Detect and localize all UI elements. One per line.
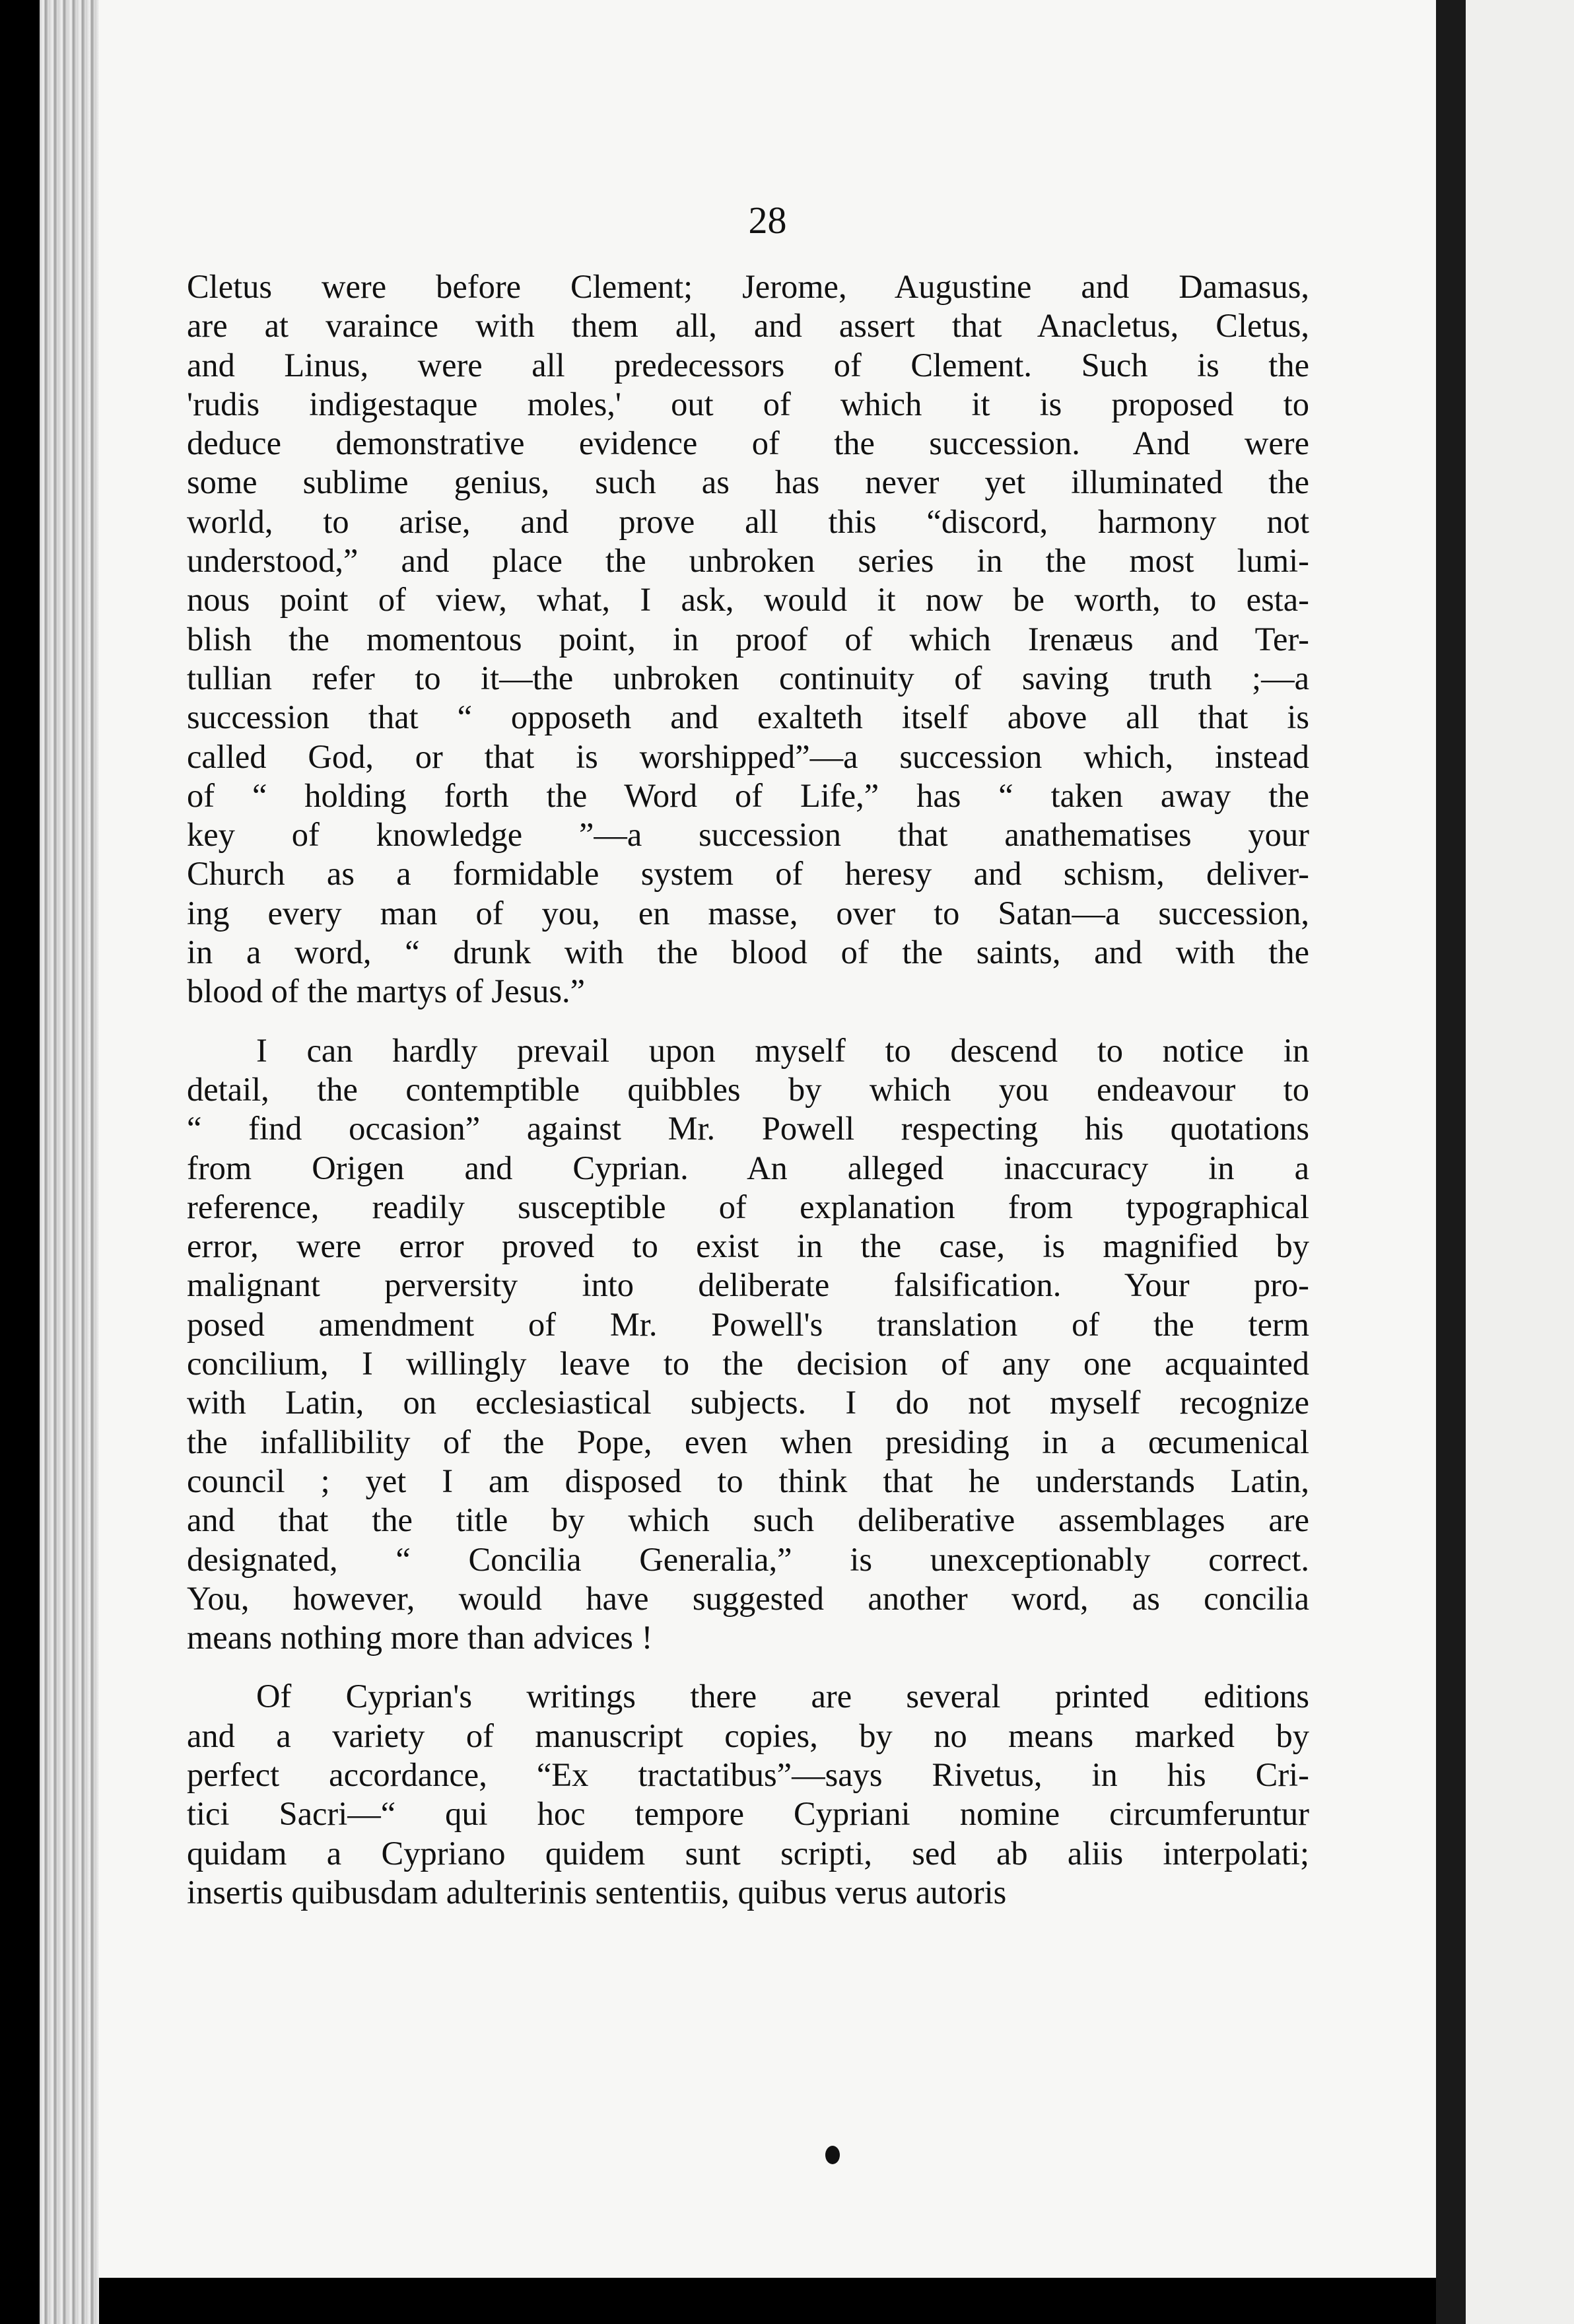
text-line: posed amendment of Mr. Powell's translation of the term <box>187 1305 1309 1343</box>
ink-dot <box>825 2146 840 2164</box>
text-line: reference, readily susceptible of explanation from typographical <box>187 1188 1309 1225</box>
text-line: blish the momentous point, in proof of which Irenæus and Ter- <box>187 620 1309 658</box>
page-number: 28 <box>748 199 787 242</box>
text-line: and a variety of manuscript copies, by no means marked by <box>187 1717 1309 1754</box>
text-line: tici Sacri—“ qui hoc tempore Cypriani nomine circumferuntur <box>187 1795 1309 1833</box>
text-line: from Origen and Cyprian. An alleged inaccuracy in a <box>187 1149 1309 1186</box>
text-line: with Latin, on ecclesiastical subjects. I do not myself recognize <box>187 1384 1309 1421</box>
text-line: called God, or that is worshipped”—a succession which, instead <box>187 737 1309 775</box>
text-line: designated, “ Concilia Generalia,” is unexceptionably correct. <box>187 1540 1309 1578</box>
paragraph-2 <box>187 1031 1309 1658</box>
text-line: You, however, would have suggested another word, as concilia <box>187 1579 1309 1617</box>
text-line: some sublime genius, such as has never yet illuminated the <box>187 463 1309 501</box>
text-line: and that the title by which such deliberative assemblages are <box>187 1501 1309 1539</box>
text-line: perfect accordance, “Ex tractatibus”—says Rivetus, in his Cri- <box>187 1756 1309 1793</box>
text-line: of “ holding forth the Word of Life,” has “ taken away the <box>187 776 1309 814</box>
text-line: world, to arise, and prove all this “discord, harmony not <box>187 502 1309 540</box>
text-line: key of knowledge ”—a succession that anathematises your <box>187 816 1309 854</box>
text-line: the infallibility of the Pope, even when presiding in a œcumenical <box>187 1423 1309 1460</box>
text-line: I can hardly prevail upon myself to descend to notice in <box>256 1031 1309 1069</box>
text-line: succession that “ opposeth and exalteth itself above all that is <box>187 699 1309 736</box>
text-line: are at varaince with them all, and assert that Anacletus, Cletus, <box>187 307 1309 345</box>
text-line: means nothing more than advices ! <box>187 1619 653 1657</box>
text-line: Cletus were before Clement; Jerome, Augustine and Damasus, <box>187 268 1309 305</box>
text-line: “ find occasion” against Mr. Powell respecting his quotations <box>187 1110 1309 1147</box>
text-line: malignant perversity into deliberate falsification. Your pro- <box>187 1266 1309 1304</box>
text-line: tullian refer to it—the unbroken continuity of saving truth ;—a <box>187 659 1309 697</box>
text-line: blood of the martys of Jesus.” <box>187 973 586 1010</box>
text-line: insertis quibusdam adulterinis sententiis, quibus verus autoris <box>187 1873 1007 1911</box>
text-line: detail, the contemptible quibbles by which you endeavour to <box>187 1070 1309 1108</box>
paragraph-3 <box>187 1677 1309 1912</box>
text-line: and Linus, were all predecessors of Clement. Such is the <box>187 346 1309 384</box>
text-line: council ; yet I am disposed to think that he understands Latin, <box>187 1462 1309 1499</box>
paragraph-1 <box>187 267 1309 1011</box>
text-line: quidam a Cypriano quidem sunt scripti, sed ab aliis interpolati; <box>187 1834 1309 1872</box>
text-line: ing every man of you, en masse, over to Satan—a succession, <box>187 894 1309 932</box>
text-line: Church as a formidable system of heresy and schism, deliver- <box>187 855 1309 893</box>
text-line: error, were error proved to exist in the case, is magnified by <box>187 1227 1309 1265</box>
adjacent-page-edge <box>1466 0 1574 2324</box>
text-line: Of Cyprian's writings there are several printed editions <box>256 1678 1309 1715</box>
body-text <box>187 267 1309 1912</box>
text-line: nous point of view, what, I ask, would it now be worth, to esta- <box>187 581 1309 619</box>
text-line: concilium, I willingly leave to the decision of any one acquainted <box>187 1345 1309 1383</box>
text-line: understood,” and place the unbroken series in the most lumi- <box>187 542 1309 580</box>
gutter-shadow <box>1436 0 1466 2324</box>
text-line: 'rudis indigestaque moles,' out of which it is proposed to <box>187 385 1309 423</box>
text-line: in a word, “ drunk with the blood of the saints, and with the <box>187 934 1309 971</box>
page-edges <box>40 0 99 2324</box>
text-line: deduce demonstrative evidence of the succession. And were <box>187 425 1309 462</box>
